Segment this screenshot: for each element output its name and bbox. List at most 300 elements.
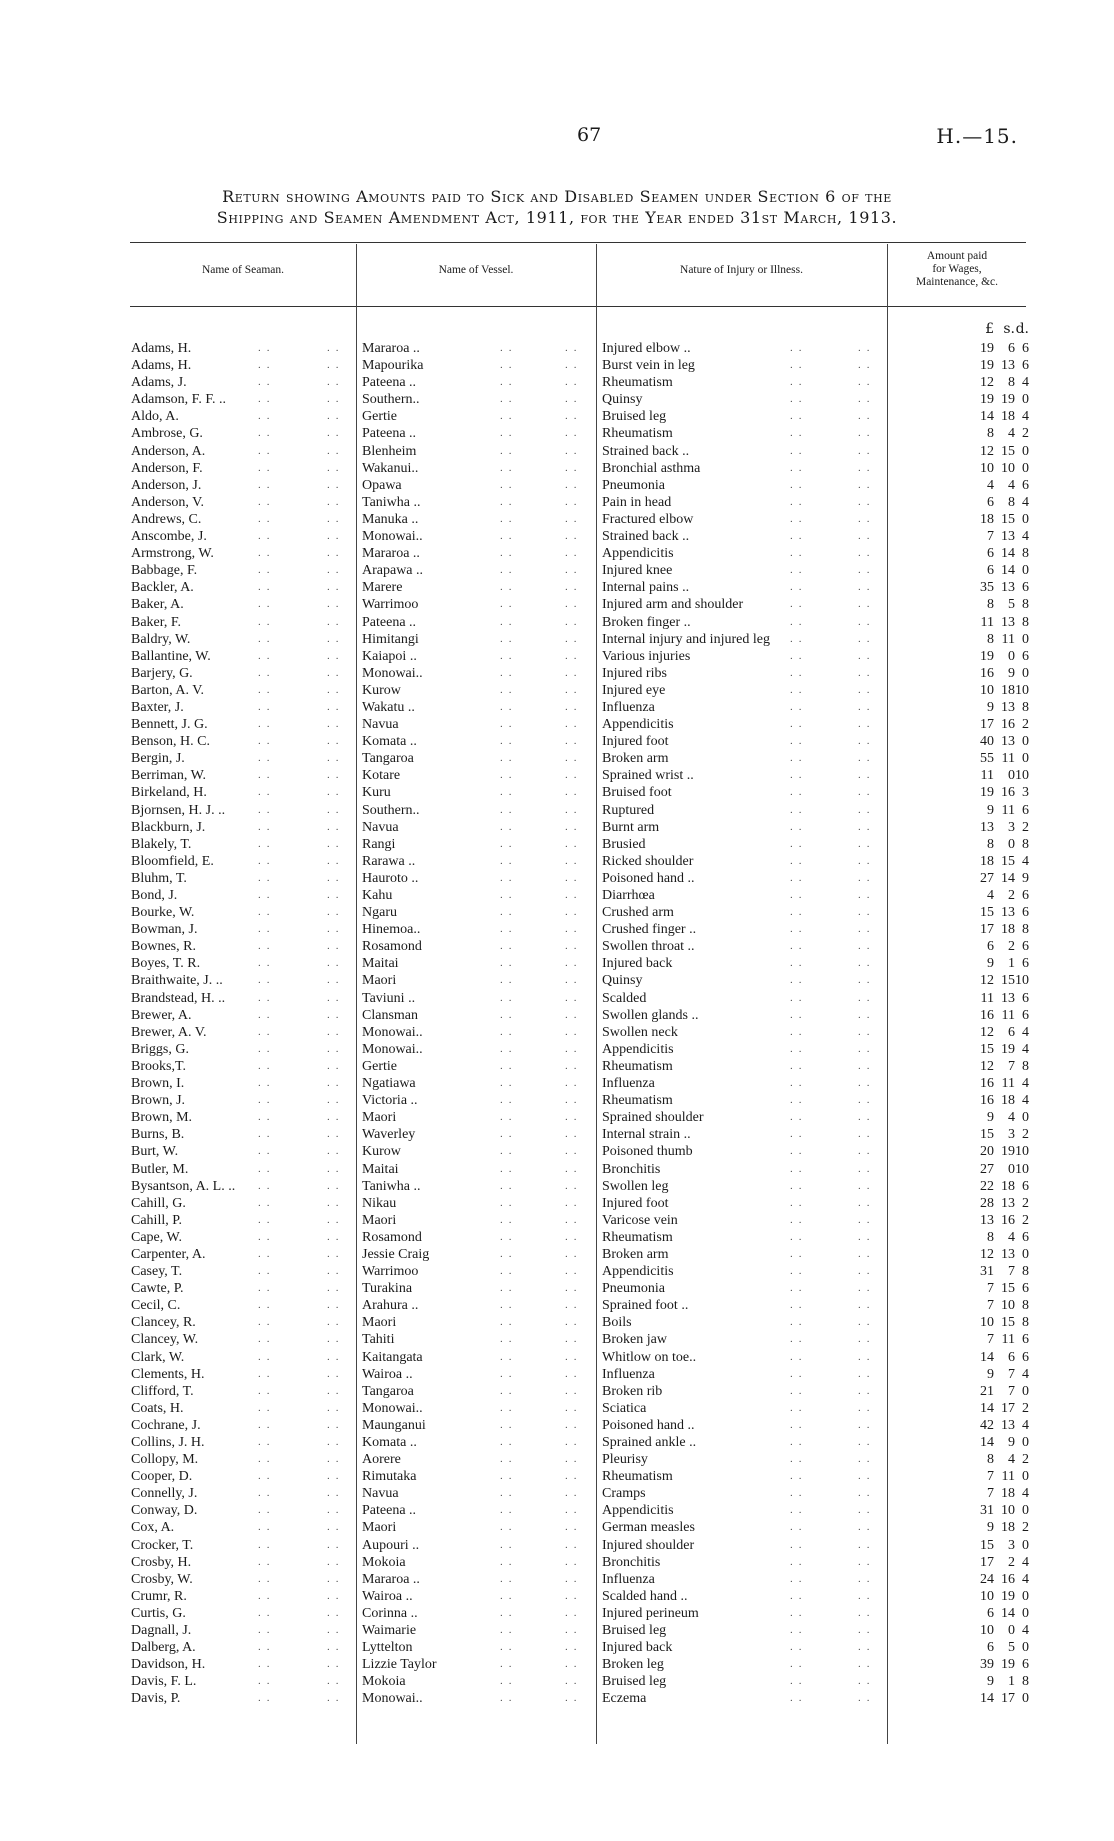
amount-pounds: 9: [987, 1110, 994, 1126]
amount-pounds: 24: [980, 1571, 994, 1587]
dot-leader: ..: [500, 598, 518, 611]
dot-leader: ..: [858, 1111, 876, 1124]
vessel-name: Wakatu ..: [362, 699, 415, 715]
amount-header-line-3: Maintenance, &c.: [915, 276, 999, 288]
amount-shillings: 0: [1008, 648, 1015, 664]
dot-leader: ..: [858, 889, 876, 901]
amount-shillings: 0: [1008, 1161, 1015, 1177]
amount-shillings: 16: [1001, 1212, 1015, 1228]
dot-leader: ..: [500, 1316, 518, 1329]
table-row: [0, 1485, 1114, 1502]
dot-leader: ..: [327, 1504, 345, 1517]
dot-leader: ..: [565, 1641, 583, 1654]
amount-pounds: 8: [987, 1229, 994, 1245]
dot-leader: ..: [258, 1077, 276, 1090]
dot-leader: ..: [858, 649, 876, 662]
dot-leader: ..: [500, 1299, 518, 1312]
dot-leader: ..: [790, 1487, 808, 1500]
table-row: [0, 1126, 1114, 1143]
injury-description: Injured perineum: [602, 1605, 699, 1621]
amount-pounds: 19: [980, 341, 994, 356]
dot-leader: ..: [790, 1641, 808, 1654]
dot-leader: ..: [500, 803, 518, 816]
dot-leader: ..: [327, 889, 345, 901]
table-row: [0, 1673, 1114, 1690]
amount-pence: 6: [1022, 648, 1029, 664]
dot-leader: ..: [790, 1111, 808, 1124]
dot-leader: ..: [858, 718, 876, 731]
amount-pounds: 18: [980, 511, 994, 527]
dot-leader: ..: [565, 615, 583, 628]
amount-pence: 6: [1022, 905, 1029, 921]
table-row: [0, 1161, 1114, 1178]
seaman-name: Baker, A.: [131, 597, 184, 613]
amount-pence: 4: [1022, 1024, 1029, 1040]
injury-description: Eczema: [602, 1691, 647, 1707]
seaman-name: Crocker, T.: [131, 1537, 194, 1553]
dot-leader: ..: [790, 1042, 808, 1055]
dot-leader: ..: [258, 1521, 276, 1534]
dot-leader: ..: [500, 495, 518, 508]
amount-shillings: 18: [1001, 1178, 1015, 1194]
injury-description: Scalded: [602, 990, 647, 1006]
amount-pence: 0: [1022, 1605, 1029, 1621]
injury-description: Burnt arm: [602, 819, 660, 835]
dot-leader: ..: [565, 444, 583, 457]
amount-pence: 2: [1022, 1520, 1029, 1536]
dot-leader: ..: [500, 512, 518, 525]
dot-leader: ..: [565, 478, 583, 491]
dot-leader: ..: [327, 478, 345, 491]
table-row: [0, 1178, 1114, 1195]
seaman-name: Conway, D.: [131, 1503, 198, 1519]
amount-shillings: 19: [1001, 392, 1015, 408]
dot-leader: ..: [500, 1265, 518, 1278]
dot-leader: ..: [858, 1418, 876, 1431]
amount-shillings: 3: [1008, 819, 1015, 835]
amount-shillings: 13: [1001, 529, 1015, 545]
dot-leader: ..: [258, 735, 276, 748]
table-row: [0, 545, 1114, 562]
dot-leader: ..: [327, 1025, 345, 1038]
dot-leader: ..: [858, 598, 876, 611]
amount-pounds: 9: [987, 1366, 994, 1382]
amount-pence: 4: [1022, 1093, 1029, 1109]
amount-pounds: 15: [980, 905, 994, 921]
dot-leader: ..: [565, 1436, 583, 1448]
amount-pounds: 22: [980, 1178, 994, 1194]
dot-leader: ..: [858, 342, 876, 354]
seaman-name: Brown, J.: [131, 1093, 186, 1109]
dot-leader: ..: [790, 1059, 808, 1072]
dot-leader: ..: [565, 1247, 583, 1260]
dot-leader: ..: [565, 1350, 583, 1363]
dot-leader: ..: [327, 1675, 345, 1688]
seaman-name: Birkeland, H.: [131, 785, 207, 801]
seaman-name: Cahill, G.: [131, 1195, 186, 1211]
seaman-name: Adams, H.: [131, 341, 192, 356]
table-row: [0, 1314, 1114, 1331]
dot-leader: ..: [258, 530, 276, 543]
dot-leader: ..: [500, 393, 518, 406]
injury-description: Internal pains ..: [602, 580, 690, 596]
vessel-name: Taniwha ..: [362, 494, 421, 510]
seaman-name: Cape, W.: [131, 1229, 182, 1245]
vessel-name: Navua: [362, 819, 399, 835]
amount-pence: 10: [1015, 973, 1029, 989]
dot-leader: ..: [790, 1196, 808, 1209]
table-row: [0, 1571, 1114, 1588]
vessel-name: Maori: [362, 1110, 397, 1126]
amount-pence: 8: [1022, 1674, 1029, 1690]
dot-leader: ..: [565, 854, 583, 867]
dot-leader: ..: [327, 820, 345, 833]
dot-leader: ..: [258, 1641, 276, 1654]
table-row: [0, 802, 1114, 819]
amount-pounds: 42: [980, 1417, 994, 1433]
dot-leader: ..: [258, 1128, 276, 1141]
injury-description: Bronchitis: [602, 1161, 661, 1177]
dot-leader: ..: [858, 1675, 876, 1688]
seaman-name: Bownes, R.: [131, 939, 196, 955]
dot-leader: ..: [790, 615, 808, 628]
injury-description: Varicose vein: [602, 1212, 678, 1228]
table-row: [0, 425, 1114, 442]
dot-leader: ..: [500, 1384, 518, 1397]
dot-leader: ..: [565, 991, 583, 1004]
dot-leader: ..: [327, 376, 345, 389]
dot-leader: ..: [565, 1367, 583, 1380]
dot-leader: ..: [500, 376, 518, 389]
dot-leader: ..: [858, 581, 876, 594]
table-row: [0, 921, 1114, 938]
dot-leader: ..: [500, 1128, 518, 1141]
amount-shillings: 6: [1008, 1024, 1015, 1040]
vessel-name: Maitai: [362, 956, 399, 972]
column-header-name: Name of Seaman.: [201, 264, 285, 276]
vessel-name: Hinemoa..: [362, 922, 421, 938]
seaman-name: Brandstead, H. ..: [131, 990, 226, 1006]
dot-leader: ..: [327, 666, 345, 679]
vessel-name: Ngaru: [362, 905, 397, 921]
amount-pounds: 55: [980, 751, 994, 767]
amount-pence: 2: [1022, 426, 1029, 442]
amount-pence: 4: [1022, 1076, 1029, 1092]
amount-pence: 6: [1022, 1332, 1029, 1348]
dot-leader: ..: [500, 718, 518, 731]
amount-pounds: 28: [980, 1195, 994, 1211]
dot-leader: ..: [258, 1418, 276, 1431]
table-row: [0, 631, 1114, 648]
amount-pounds: 6: [987, 563, 994, 579]
vessel-name: Ngatiawa: [362, 1076, 416, 1092]
dot-leader: ..: [790, 649, 808, 662]
dot-leader: ..: [258, 427, 276, 440]
dot-leader: ..: [858, 444, 876, 457]
injury-description: Crushed arm: [602, 905, 674, 921]
dot-leader: ..: [258, 1145, 276, 1158]
dot-leader: ..: [500, 632, 518, 645]
vessel-name: Mararoa ..: [362, 1571, 420, 1587]
dot-leader: ..: [500, 735, 518, 748]
injury-description: Rheumatism: [602, 375, 673, 391]
amount-pounds: 4: [987, 477, 994, 493]
injury-description: Bruised foot: [602, 785, 672, 801]
dot-leader: ..: [790, 632, 808, 645]
amount-pence: 10: [1015, 1144, 1029, 1160]
amount-pence: 6: [1022, 1178, 1029, 1194]
amount-pounds: 14: [980, 409, 994, 425]
dot-leader: ..: [327, 1059, 345, 1072]
amount-shillings: 5: [1008, 1640, 1015, 1656]
amount-pounds: 14: [980, 1691, 994, 1707]
dot-leader: ..: [790, 1521, 808, 1534]
seaman-name: Brooks,T.: [131, 1058, 186, 1074]
dot-leader: ..: [790, 1401, 808, 1414]
amount-shillings: 11: [1001, 1076, 1015, 1092]
dot-leader: ..: [790, 991, 808, 1004]
seaman-name: Boyes, T. R.: [131, 956, 201, 972]
dot-leader: ..: [258, 718, 276, 731]
amount-pence: 6: [1022, 341, 1029, 356]
dot-leader: ..: [858, 700, 876, 713]
table-row: [0, 511, 1114, 528]
amount-pounds: 14: [980, 1349, 994, 1365]
dot-leader: ..: [790, 735, 808, 748]
seaman-name: Cahill, P.: [131, 1212, 182, 1228]
dot-leader: ..: [565, 786, 583, 799]
dot-leader: ..: [500, 1521, 518, 1534]
dot-leader: ..: [327, 1333, 345, 1346]
amount-pounds: 20: [980, 1144, 994, 1160]
dot-leader: ..: [258, 1555, 276, 1568]
dot-leader: ..: [327, 871, 345, 884]
vessel-name: Rimutaka: [362, 1469, 417, 1485]
vessel-name: Monowai..: [362, 1041, 423, 1057]
dot-leader: ..: [790, 427, 808, 440]
injury-description: Broken finger ..: [602, 614, 691, 630]
seaman-name: Bysantson, A. L. ..: [131, 1178, 236, 1194]
dot-leader: ..: [327, 1299, 345, 1312]
dot-leader: ..: [500, 564, 518, 577]
unit-shillings: s.: [1003, 321, 1015, 337]
table-row: [0, 477, 1114, 494]
injury-description: Rheumatism: [602, 426, 673, 442]
table-row: [0, 408, 1114, 425]
amount-pence: 0: [1022, 1383, 1029, 1399]
dot-leader: ..: [565, 1282, 583, 1295]
injury-description: Strained back ..: [602, 443, 690, 459]
amount-shillings: 1: [1008, 1674, 1015, 1690]
dot-leader: ..: [500, 1470, 518, 1483]
seaman-name: Crosby, W.: [131, 1571, 193, 1587]
dot-leader: ..: [790, 752, 808, 765]
dot-leader: ..: [500, 1025, 518, 1038]
dot-leader: ..: [327, 700, 345, 713]
dot-leader: ..: [327, 1230, 345, 1243]
amount-pence: 2: [1022, 819, 1029, 835]
dot-leader: ..: [258, 1213, 276, 1226]
amount-shillings: 17: [1001, 1691, 1015, 1707]
vessel-name: Tangaroa: [362, 1383, 414, 1399]
amount-shillings: 10: [1001, 460, 1015, 476]
vessel-name: Hauroto ..: [362, 870, 419, 886]
dot-leader: ..: [790, 1094, 808, 1107]
dot-leader: ..: [565, 530, 583, 543]
dot-leader: ..: [790, 1333, 808, 1346]
header-bottom-rule: [130, 306, 1026, 307]
amount-shillings: 11: [1001, 1332, 1015, 1348]
table-row: [0, 1143, 1114, 1160]
table-row: [0, 1366, 1114, 1383]
dot-leader: ..: [327, 1692, 345, 1705]
dot-leader: ..: [858, 512, 876, 525]
amount-pence: 0: [1022, 1503, 1029, 1519]
vessel-name: Southern..: [362, 802, 420, 818]
seaman-name: Carpenter, A.: [131, 1246, 206, 1262]
dot-leader: ..: [327, 991, 345, 1004]
dot-leader: ..: [790, 1350, 808, 1363]
vessel-name: Rosamond: [362, 1229, 422, 1245]
table-row: [0, 357, 1114, 374]
dot-leader: ..: [858, 1453, 876, 1466]
seaman-name: Bloomfield, E.: [131, 853, 214, 869]
dot-leader: ..: [258, 649, 276, 662]
table-row: [0, 1690, 1114, 1707]
dot-leader: ..: [258, 615, 276, 628]
dot-leader: ..: [790, 530, 808, 543]
seaman-name: Collins, J. H.: [131, 1435, 205, 1450]
amount-pounds: 12: [980, 375, 994, 391]
seaman-name: Baker, F.: [131, 614, 182, 630]
amount-shillings: 4: [1008, 426, 1015, 442]
dot-leader: ..: [500, 1333, 518, 1346]
dot-leader: ..: [327, 1111, 345, 1124]
amount-pence: 10: [1015, 682, 1029, 698]
dot-leader: ..: [565, 1521, 583, 1534]
amount-pence: 0: [1022, 1110, 1029, 1126]
injury-description: Poisoned thumb: [602, 1144, 693, 1160]
table-row: [0, 1434, 1114, 1451]
injury-description: Poisoned hand ..: [602, 1417, 695, 1433]
injury-description: Rheumatism: [602, 1058, 673, 1074]
dot-leader: ..: [327, 735, 345, 748]
dot-leader: ..: [565, 1077, 583, 1090]
amount-pence: 8: [1022, 597, 1029, 613]
dot-leader: ..: [258, 1265, 276, 1278]
dot-leader: ..: [565, 1179, 583, 1192]
dot-leader: ..: [858, 854, 876, 867]
injury-description: Quinsy: [602, 973, 643, 989]
dot-leader: ..: [327, 1538, 345, 1551]
amount-pounds: 6: [987, 939, 994, 955]
table-row: [0, 1639, 1114, 1656]
injury-description: Injured ribs: [602, 665, 667, 681]
dot-leader: ..: [858, 1247, 876, 1260]
table-row: [0, 938, 1114, 955]
injury-description: Injured foot: [602, 1195, 669, 1211]
table-row: [0, 1109, 1114, 1126]
amount-shillings: 16: [1001, 717, 1015, 733]
dot-leader: ..: [858, 1299, 876, 1312]
dot-leader: ..: [500, 974, 518, 987]
dot-leader: ..: [258, 1401, 276, 1414]
amount-pence: 4: [1022, 1623, 1029, 1639]
dot-leader: ..: [258, 1589, 276, 1602]
dot-leader: ..: [258, 1436, 276, 1448]
amount-pence: 0: [1022, 751, 1029, 767]
amount-pounds: 19: [980, 358, 994, 374]
injury-description: Bruised leg: [602, 409, 667, 425]
vessel-name: Opawa: [362, 477, 402, 493]
table-row: [0, 853, 1114, 870]
dot-leader: ..: [327, 957, 345, 970]
vessel-name: Maori: [362, 1212, 397, 1228]
seaman-name: Ambrose, G.: [131, 426, 203, 442]
table-row: [0, 1622, 1114, 1639]
dot-leader: ..: [858, 1555, 876, 1568]
seaman-name: Baldry, W.: [131, 631, 191, 647]
amount-shillings: 6: [1008, 1349, 1015, 1365]
injury-description: Influenza: [602, 699, 655, 715]
dot-leader: ..: [327, 1128, 345, 1141]
dot-leader: ..: [500, 547, 518, 560]
vessel-name: Victoria ..: [362, 1093, 418, 1109]
amount-pounds: 19: [980, 785, 994, 801]
amount-pence: 6: [1022, 888, 1029, 903]
seaman-name: Clifford, T.: [131, 1383, 194, 1399]
dot-leader: ..: [258, 495, 276, 508]
amount-pence: 4: [1022, 529, 1029, 545]
dot-leader: ..: [500, 615, 518, 628]
dot-leader: ..: [258, 820, 276, 833]
amount-pence: 4: [1022, 375, 1029, 391]
dot-leader: ..: [258, 1658, 276, 1671]
dot-leader: ..: [565, 376, 583, 389]
dot-leader: ..: [565, 803, 583, 816]
amount-shillings: 18: [1001, 409, 1015, 425]
amount-pence: 4: [1022, 494, 1029, 510]
vessel-name: Gertie: [362, 409, 397, 425]
dot-leader: ..: [565, 1401, 583, 1414]
amount-header-line-2: for Wages,: [932, 263, 982, 275]
dot-leader: ..: [790, 1606, 808, 1619]
seaman-name: Burns, B.: [131, 1127, 185, 1143]
dot-leader: ..: [858, 1606, 876, 1619]
dot-leader: ..: [790, 889, 808, 901]
dot-leader: ..: [327, 615, 345, 628]
dot-leader: ..: [258, 1487, 276, 1500]
seaman-name: Bluhm, T.: [131, 870, 187, 886]
dot-leader: ..: [565, 393, 583, 406]
amount-shillings: 18: [1001, 1486, 1015, 1502]
dot-leader: ..: [565, 461, 583, 474]
dot-leader: ..: [327, 393, 345, 406]
vessel-name: Komata ..: [362, 1435, 417, 1450]
injury-description: Bronchitis: [602, 1554, 661, 1570]
dot-leader: ..: [565, 1692, 583, 1705]
vessel-name: Blenheim: [362, 443, 417, 459]
dot-leader: ..: [858, 769, 876, 782]
dot-leader: ..: [500, 1418, 518, 1431]
seaman-name: Clements, H.: [131, 1366, 205, 1382]
table-row: [0, 648, 1114, 665]
amount-pence: 6: [1022, 358, 1029, 374]
table-row: [0, 699, 1114, 716]
dot-leader: ..: [327, 1350, 345, 1363]
dot-leader: ..: [327, 1487, 345, 1500]
vessel-name: Kotare: [362, 768, 401, 784]
